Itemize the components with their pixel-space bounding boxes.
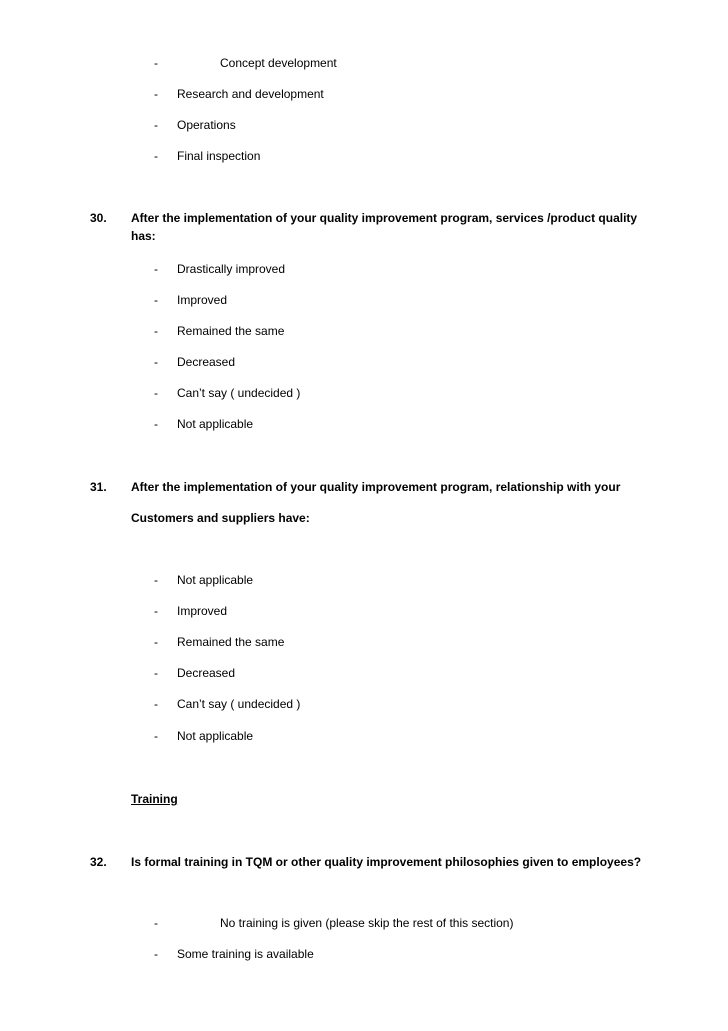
question-number: 30. [90, 211, 107, 225]
option-text: Not applicable [177, 417, 254, 431]
option-text: No training is given (please skip the rest of this section) [220, 916, 514, 930]
option-text: Some training is available [177, 947, 314, 961]
bullet-dash: - [154, 386, 158, 400]
bullet-dash: - [154, 293, 158, 307]
question-number: 32. [90, 855, 107, 869]
bullet-dash: - [154, 118, 158, 132]
bullet-dash: - [154, 697, 158, 711]
option-text: Improved [177, 293, 228, 307]
option-text: Operations [177, 118, 236, 132]
option-text: Drastically improved [177, 262, 286, 276]
bullet-dash: - [154, 417, 158, 431]
question-text: has: [131, 229, 156, 243]
question-text: Customers and suppliers have: [131, 511, 310, 525]
question-number: 31. [90, 480, 107, 494]
bullet-dash: - [154, 87, 158, 101]
bullet-dash: - [154, 947, 158, 961]
bullet-dash: - [154, 573, 158, 587]
option-text: Final inspection [177, 149, 261, 163]
option-text: Can’t say ( undecided ) [177, 697, 301, 711]
option-text: Concept development [220, 56, 337, 70]
bullet-dash: - [154, 604, 158, 618]
bullet-dash: - [154, 635, 158, 649]
bullet-dash: - [154, 324, 158, 338]
question-text: After the implementation of your quality improvement program, relationship with your [131, 480, 621, 494]
bullet-dash: - [154, 355, 158, 369]
option-text: Decreased [177, 666, 236, 680]
bullet-dash: - [154, 666, 158, 680]
option-text: Decreased [177, 355, 236, 369]
question-text: After the implementation of your quality improvement program, services /product quality [131, 211, 638, 225]
bullet-dash: - [154, 149, 158, 163]
option-text: Not applicable [177, 729, 254, 743]
option-text: Improved [177, 604, 228, 618]
option-text: Not applicable [177, 573, 254, 587]
bullet-dash: - [154, 262, 158, 276]
section-heading: Training [131, 792, 178, 806]
bullet-dash: - [154, 729, 158, 743]
option-text: Remained the same [177, 635, 285, 649]
option-text: Research and development [177, 87, 324, 101]
bullet-dash: - [154, 916, 158, 930]
bullet-dash: - [154, 56, 158, 70]
question-text: Is formal training in TQM or other quality improvement philosophies given to employees? [131, 855, 642, 869]
option-text: Can’t say ( undecided ) [177, 386, 301, 400]
option-text: Remained the same [177, 324, 285, 338]
